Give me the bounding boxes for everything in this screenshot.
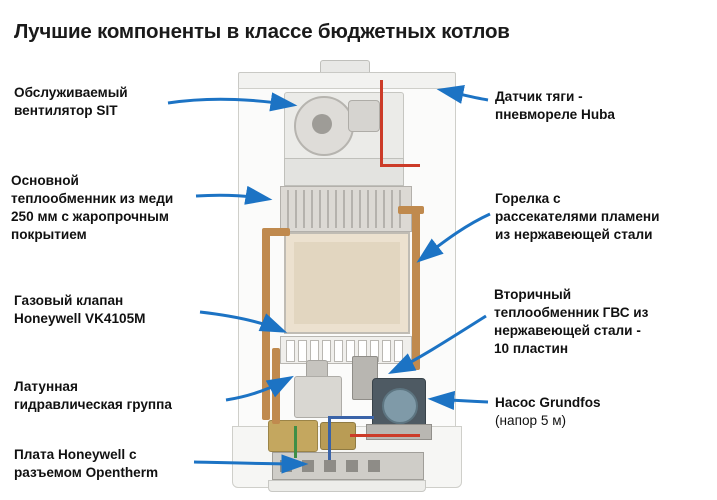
board-connector-icon (302, 460, 314, 472)
page-title: Лучшие компоненты в классе бюджетных котлов (14, 20, 510, 43)
callout-main-exchanger-line4: покрытием (11, 226, 87, 242)
fan-hub-icon (312, 114, 332, 134)
copper-pipe-icon (412, 210, 420, 370)
callout-draft-sensor (495, 88, 705, 124)
callout-fan (14, 84, 204, 120)
callout-pump-line1: Насос Grundfos (495, 395, 601, 410)
callout-burner-line3: из нержавеющей стали (495, 226, 653, 242)
callout-secondary-exchanger-line4: 10 пластин (494, 340, 569, 356)
board-connector-icon (280, 460, 292, 472)
copper-pipe-icon (272, 348, 280, 424)
gas-valve-icon (294, 376, 342, 418)
copper-pipe-icon (398, 206, 424, 214)
callout-secondary-exchanger-line2: теплообменник ГВС из (494, 304, 649, 320)
hydraulic-group-icon (268, 420, 318, 452)
callout-gas-valve (14, 292, 214, 328)
callout-burner-line2: рассекателями пламени (495, 208, 660, 224)
callout-pcb (14, 446, 214, 482)
callout-pcb-line2: разъемом Opentherm (14, 464, 159, 480)
callout-secondary-exchanger (494, 286, 709, 358)
wire-icon (328, 416, 374, 419)
callout-secondary-exchanger-line1: Вторичный (494, 287, 572, 302)
combustion-chamber-icon (284, 232, 410, 334)
callout-pump-line2: (напор 5 м) (495, 412, 567, 428)
wire-icon (380, 80, 383, 166)
wire-icon (350, 434, 420, 437)
copper-pipe-icon (262, 228, 290, 236)
callout-burner (495, 190, 710, 244)
callout-fan-line1: Обслуживаемый (14, 85, 128, 100)
burner-icon (280, 336, 412, 364)
fan-motor-icon (348, 100, 380, 132)
callout-secondary-exchanger-line3: нержавеющей стали - (494, 322, 641, 338)
callout-main-exchanger (11, 172, 221, 244)
callout-fan-line2: вентилятор SIT (14, 102, 118, 118)
pump-base-icon (366, 424, 432, 440)
callout-main-exchanger-line2: теплообменник из меди (11, 190, 174, 206)
wire-icon (328, 416, 331, 460)
wire-icon (380, 164, 420, 167)
wire-icon (294, 426, 297, 458)
boiler-illustration (232, 60, 460, 492)
pump-face-icon (382, 388, 418, 424)
callout-main-exchanger-line1: Основной (11, 173, 79, 188)
callout-gas-valve-line1: Газовый клапан (14, 293, 124, 308)
callout-pump (495, 394, 695, 430)
main-heat-exchanger-icon (280, 186, 412, 232)
flue-duct-icon (284, 158, 404, 186)
copper-pipe-icon (262, 230, 270, 420)
board-connector-icon (324, 460, 336, 472)
board-connector-icon (346, 460, 358, 472)
callout-pcb-line1: Плата Honeywell с (14, 447, 137, 462)
callout-main-exchanger-line3: 250 мм с жаропрочным (11, 208, 169, 224)
callout-hydraulic-group (14, 378, 229, 414)
callout-burner-line1: Горелка с (495, 191, 561, 206)
boiler-case-foot (268, 480, 426, 492)
callout-gas-valve-line2: Honeywell VK4105M (14, 310, 146, 326)
callout-hydraulic-group-line2: гидравлическая группа (14, 396, 172, 412)
callout-draft-sensor-line1: Датчик тяги - (495, 89, 583, 104)
callout-hydraulic-group-line1: Латунная (14, 379, 78, 394)
board-connector-icon (368, 460, 380, 472)
callout-draft-sensor-line2: пневмореле Huba (495, 106, 615, 122)
